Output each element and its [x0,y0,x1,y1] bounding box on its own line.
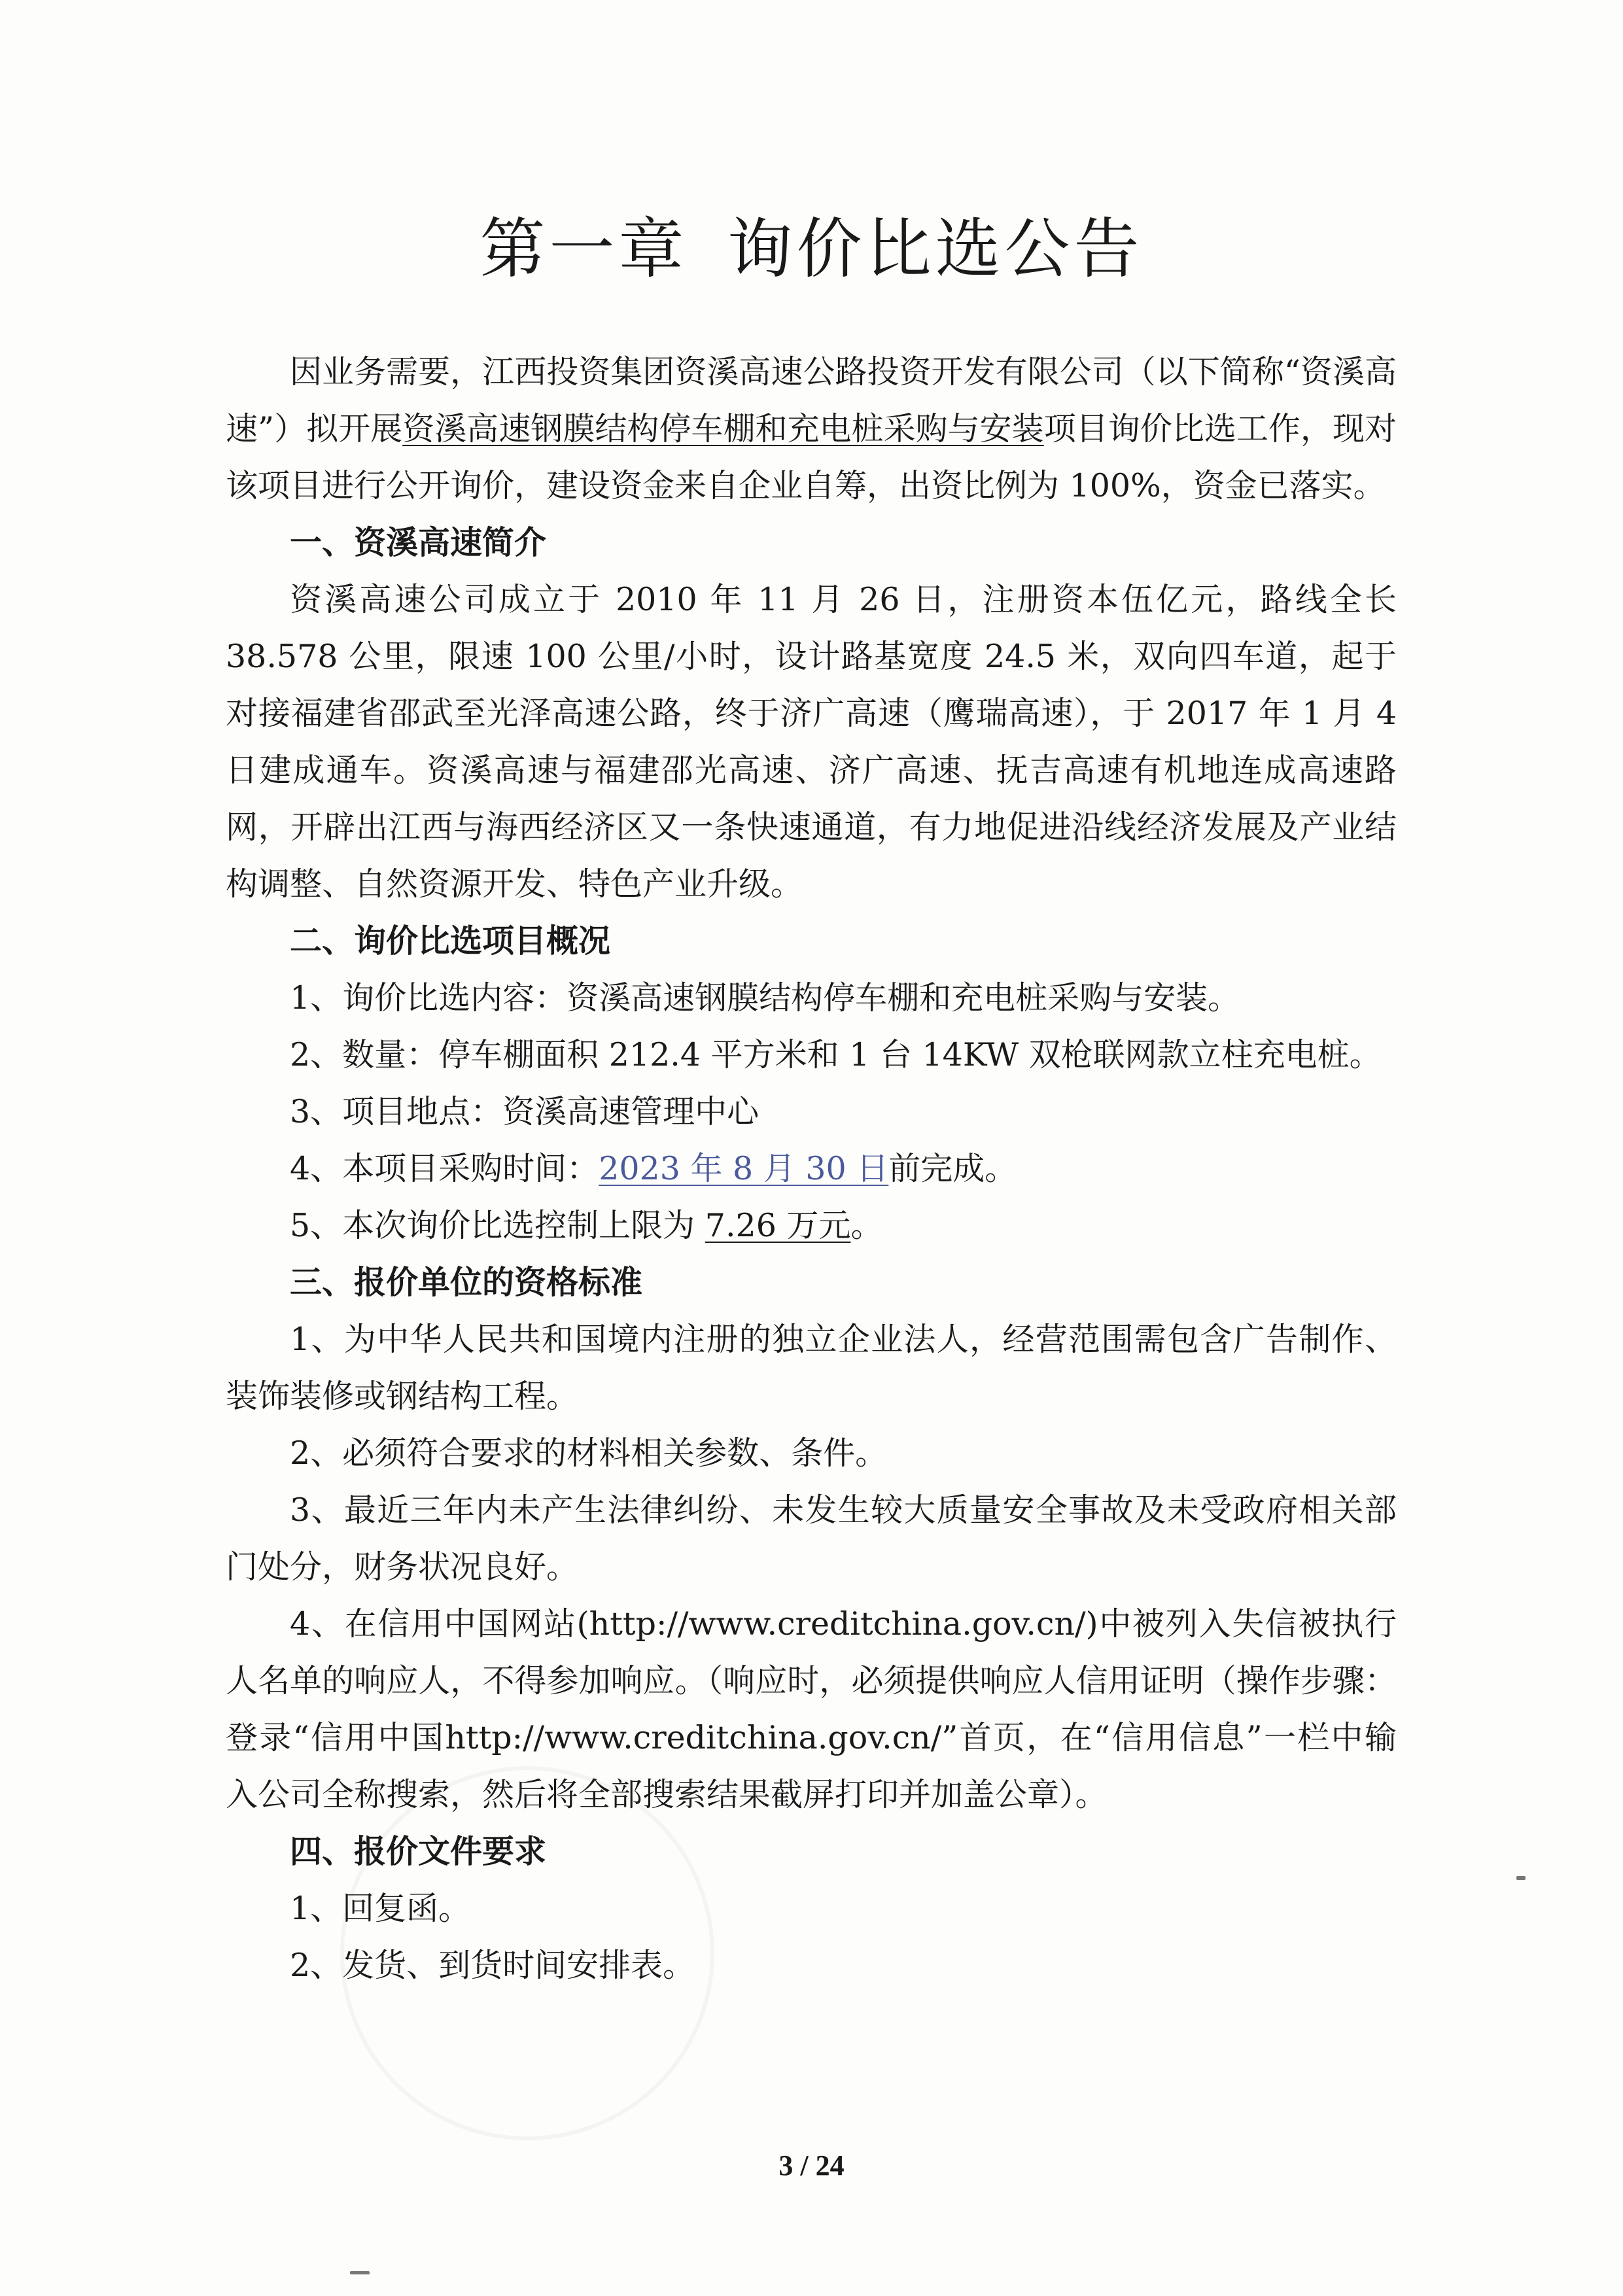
section-2-item-2: 2、数量：停车棚面积 212.4 平方米和 1 台 14KW 双枪联网款立柱充电桩。 [290,1036,1382,1073]
page-title [0,196,1623,290]
section-3-item-1: 1、为中华人民共和国境内注册的独立企业法人，经营范围需包含广告制作、装饰装修或钢结构工程。 [226,1321,1397,1415]
section-3-item-4: 4、在信用中国网站(http://www.creditchina.gov.cn/)中被列入失信被执行人名单的响应人，不得参加响应。（响应时，必须提供响应人信用证明（操作步骤：登录“信用中国http://www.creditchina.gov.cn/”首页，在“信用信息”一栏中输入公司全称搜索，然后将全部搜索结果截屏打印并加盖公章）。 [226,1605,1397,1813]
section-1-paragraph: 资溪高速公司成立于 2010 年 11 月 26 日，注册资本伍亿元，路线全长 38.578 公里，限速 100 公里/小时，设计路基宽度 24.5 米，双向四车道，起于对接福建省邵武至光泽高速公路，终于济广高速（鹰瑞高速），于 2017 年 1 月 4 日建成通车。资溪高速与福建邵光高速、济广高速、抚吉高速有机地连成高速路网，开辟出江西与海西经济区又一条快速通道，有力地促进沿线经济发展及产业结构调整、自然资源开发、特色产业升级。 [226,581,1397,903]
procurement-date: 2023 年 8 月 30 日 [599,1150,889,1187]
scan-speck [350,2271,370,2274]
section-4-heading: 四、报价文件要求 [290,1832,547,1870]
section-2-heading: 二、询价比选项目概况 [290,922,611,960]
section-4-item-1: 1、回复函。 [290,1890,471,1927]
intro-text-post: 项目询价比选工作，现对该项目进行公开询价，建设资金来自企业自筹，出资比例为 100%，资金已落实。 [226,410,1397,504]
section-2-item-3: 3、项目地点：资溪高速管理中心 [290,1093,759,1130]
scan-speck [1516,1876,1526,1880]
item-4-pre: 4、本项目采购时间： [290,1150,599,1187]
project-name-underlined: 资溪高速钢膜结构停车棚和充电桩采购与安装 [402,410,1044,447]
price-cap-amount: 7.26 万元 [705,1207,851,1244]
document-body [226,343,1397,1994]
section-3-item-2: 2、必须符合要求的材料相关参数、条件。 [290,1435,888,1472]
section-2-item-4 [226,1140,1397,1197]
item-4-post: 前完成。 [888,1150,1017,1187]
section-2-item-5 [226,1197,1397,1254]
chapter-label: 第一章 [480,211,688,287]
intro-text-pre: 因业务需要，江西投资集团资溪高速公路投资开发有限公司（以下简称“资溪高速”）拟开展 [226,353,1397,447]
section-4-item-2: 2、发货、到货时间安排表。 [290,1947,695,1984]
item-5-pre: 5、本次询价比选控制上限为 [290,1207,705,1244]
intro-paragraph [226,343,1397,514]
section-1-heading: 一、资溪高速简介 [290,523,547,561]
section-3-item-3: 3、最近三年内未产生法律纠纷、未发生较大质量安全事故及未受政府相关部门处分，财务状况良好。 [226,1491,1397,1586]
chapter-name: 询价比选公告 [727,211,1143,287]
item-5-post: 。 [850,1207,883,1244]
section-3-heading: 三、报价单位的资格标准 [290,1263,643,1301]
page-number: 3 / 24 [778,2149,845,2182]
section-2-item-1: 1、询价比选内容：资溪高速钢膜结构停车棚和充电桩采购与安装。 [290,979,1240,1017]
